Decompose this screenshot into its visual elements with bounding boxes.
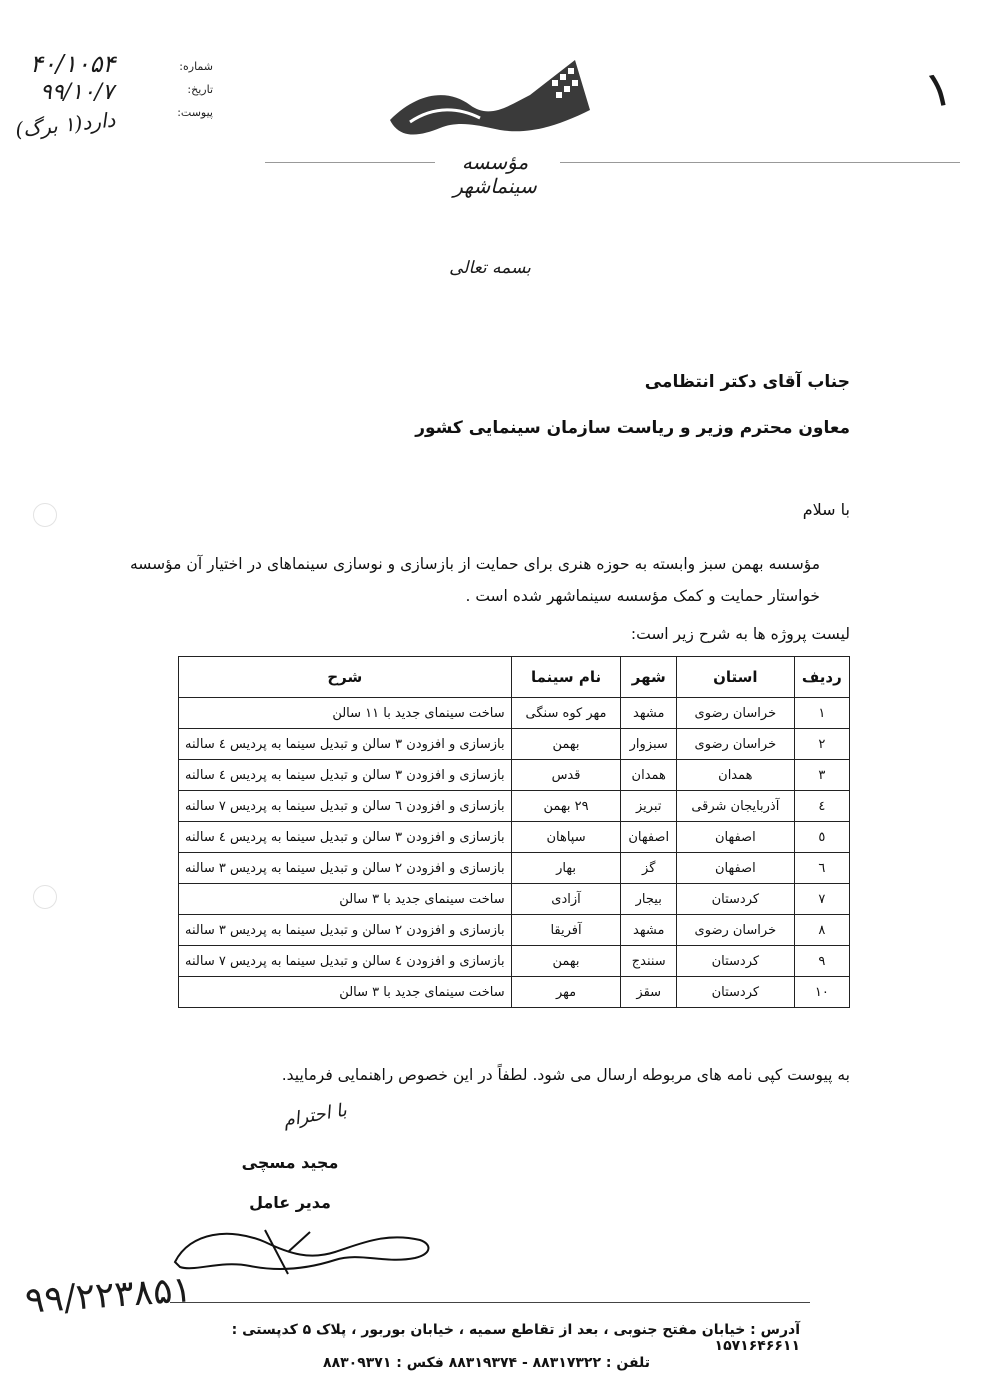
province: اصفهان [677, 822, 795, 853]
cinema-name: آفریقا [511, 915, 621, 946]
recipient-name: جناب آقای دکتر انتظامی [644, 372, 850, 392]
logo-rule-left [265, 162, 435, 163]
description: بازسازی و افزودن ۳ سالن و تبدیل سینما به پردیس ٤ سالنه [179, 760, 512, 791]
description: بازسازی و افزودن ٤ سالن و تبدیل سینما به پردیس ۷ سالنه [179, 946, 512, 977]
cinema-name: ۲۹ بهمن [511, 791, 621, 822]
table-row [179, 977, 850, 1008]
description: بازسازی و افزودن ۳ سالن و تبدیل سینما به پردیس ٤ سالنه [179, 729, 512, 760]
table-row [179, 822, 850, 853]
description: بازسازی و افزودن ۲ سالن و تبدیل سینما به پردیس ۳ سالنه [179, 853, 512, 884]
province: آذربایجان شرقی [677, 791, 795, 822]
cinema-name: بهمن [511, 729, 621, 760]
description: ساخت سینمای جدید با ۳ سالن [179, 884, 512, 915]
registration-number: ۹۹/۲۲۳۸۵۱ [23, 1269, 194, 1322]
recipient-position: معاون محترم وزیر و ریاست سازمان سینمایی کشور [415, 418, 850, 438]
cinema-name: بهار [511, 853, 621, 884]
cinema-name: سپاهان [511, 822, 621, 853]
table-row [179, 698, 850, 729]
province: کردستان [677, 884, 795, 915]
cinema-name: قدس [511, 760, 621, 791]
city: سنندج [621, 946, 677, 977]
footer-phones: تلفن : ۸۸۳۱۷۳۲۲ - ۸۸۳۱۹۳۷۴ فکس : ۸۸۳۰۹۳۷۱ [323, 1355, 650, 1371]
greeting: با سلام [802, 500, 850, 519]
attachment-label: پیوست: [177, 106, 213, 119]
description: بازسازی و افزودن ۳ سالن و تبدیل سینما به پردیس ٤ سالنه [179, 822, 512, 853]
logo-rule-right [560, 162, 960, 163]
city: بیجار [621, 884, 677, 915]
table-row [179, 946, 850, 977]
projects-table [178, 656, 850, 1008]
handwritten-date: ۹۹/۱۰/۷ [40, 80, 114, 105]
table-row [179, 791, 850, 822]
handwritten-regards: با احترام [281, 1099, 349, 1132]
cinema-name: بهمن [511, 946, 621, 977]
list-intro: لیست پروژه ها به شرح زیر است: [630, 625, 850, 643]
logo-text: مؤسسه سینماشهر [453, 150, 537, 198]
cinema-name: مهر کوه سنگی [511, 698, 621, 729]
table-header-row [179, 657, 850, 698]
table-row [179, 729, 850, 760]
header-cinema-name: نام سینما [511, 657, 621, 698]
row-number: ۸ [794, 915, 849, 946]
row-number: ٤ [794, 791, 849, 822]
city: تبریز [621, 791, 677, 822]
header-description: شرح [179, 657, 512, 698]
row-number: ۱ [794, 698, 849, 729]
city: گز [621, 853, 677, 884]
punch-hole-top [33, 503, 57, 527]
signatory-title: مدیر عامل [249, 1193, 331, 1212]
table-row [179, 853, 850, 884]
row-number: ۹ [794, 946, 849, 977]
city: همدان [621, 760, 677, 791]
header-city: شهر [621, 657, 677, 698]
province: کردستان [677, 977, 795, 1008]
signatory-name: مجید مسچی [241, 1153, 339, 1172]
institute-logo [380, 50, 610, 200]
province: خراسان رضوی [677, 698, 795, 729]
corner-mark: ۱ [919, 57, 958, 121]
date-label: تاریخ: [187, 83, 213, 96]
description: ساخت سینمای جدید با ۳ سالن [179, 977, 512, 1008]
row-number: ۱۰ [794, 977, 849, 1008]
description: بازسازی و افزودن ٦ سالن و تبدیل سینما به پردیس ۷ سالنه [179, 791, 512, 822]
number-label: شماره: [179, 60, 213, 73]
footer-rule [170, 1302, 810, 1303]
table-row [179, 760, 850, 791]
description: ساخت سینمای جدید با ۱۱ سالن [179, 698, 512, 729]
province: خراسان رضوی [677, 729, 795, 760]
header-province: استان [677, 657, 795, 698]
footer-address: آدرس : خیابان مفتح جنوبی ، بعد از تقاطع سمیه ، خیابان بوربور ، پلاک ۵ کدپستی : ۱۵۷۱۶۴۶۶۱۱ [231, 1322, 800, 1354]
invocation: بسمه تعالی [449, 258, 531, 278]
province: همدان [677, 760, 795, 791]
closing-sentence: به پیوست کپی نامه های مربوطه ارسال می شود. لطفاً در این خصوص راهنمایی فرمایید. [281, 1066, 850, 1084]
description: بازسازی و افزودن ۲ سالن و تبدیل سینما به پردیس ۳ سالنه [179, 915, 512, 946]
table-row [179, 884, 850, 915]
cinema-name: آزادی [511, 884, 621, 915]
cinema-name: مهر [511, 977, 621, 1008]
city: اصفهان [621, 822, 677, 853]
city: سقز [621, 977, 677, 1008]
body-paragraph: مؤسسه بهمن سبز وابسته به حوزه هنری برای حمایت از بازسازی و نوسازی سینماهای در اختیار آن مؤسسه خواستار حمایت و کمک مؤسسه سینماشهر شده است . [130, 555, 820, 605]
handwritten-attachment: دارد(۱ برگ) [14, 107, 117, 142]
row-number: ۷ [794, 884, 849, 915]
province: اصفهان [677, 853, 795, 884]
signature-scribble-icon [170, 1222, 440, 1282]
city: مشهد [621, 698, 677, 729]
row-number: ٥ [794, 822, 849, 853]
province: کردستان [677, 946, 795, 977]
row-number: ۲ [794, 729, 849, 760]
row-number: ۳ [794, 760, 849, 791]
header-row-number: ردیف [794, 657, 849, 698]
province: خراسان رضوی [677, 915, 795, 946]
city: مشهد [621, 915, 677, 946]
punch-hole-bottom [33, 885, 57, 909]
row-number: ٦ [794, 853, 849, 884]
handwritten-number: ۴۰/۱۰۵۴ [30, 50, 116, 78]
table-row [179, 915, 850, 946]
city: سبزوار [621, 729, 677, 760]
